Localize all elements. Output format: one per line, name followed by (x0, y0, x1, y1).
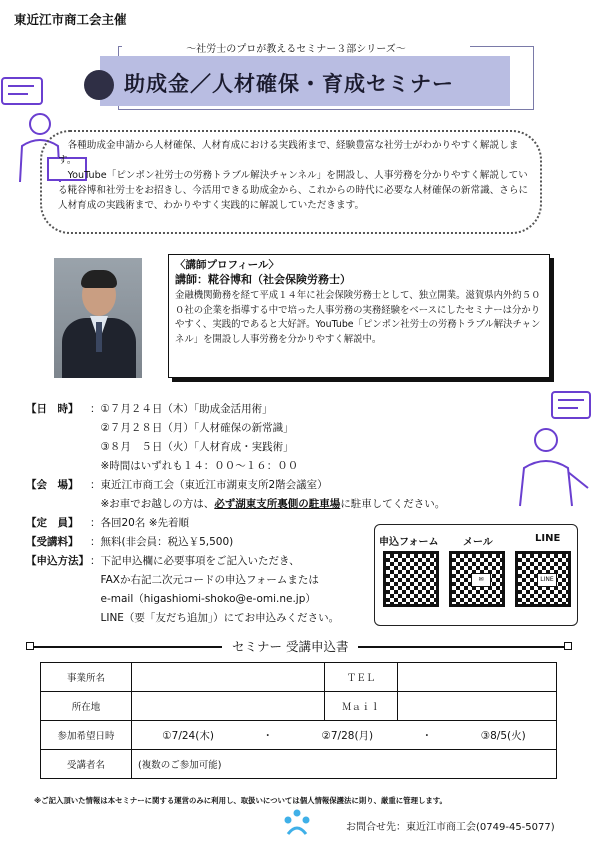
line-qr-code[interactable] (515, 551, 571, 607)
table-row (41, 750, 557, 779)
address-field[interactable] (132, 692, 325, 721)
lecturer-profile (168, 254, 550, 378)
lecturer-bio: 金融機関勤務を経て平成１４年に社会保険労務士として、独立開業。滋賀県内外約５００社の企業を指導する中で培った人事労務の実務経験をベースにしたセミナーは分かりやすく、実践的であると大好評。YouTube「ピンポン社労士の労務トラブル解決チャンネル」を開設し人事労務を分かりやすく解説中。 (175, 290, 541, 345)
fee-label: 【受講料】 (26, 536, 79, 548)
date-line-2: ②７月２８日（月）「人材確保の新常識」 (90, 422, 294, 434)
chamber-logo-icon (282, 808, 312, 836)
capacity-value: ：各回20名 ※先着順 (90, 517, 189, 529)
date-line-3: ③８月 ５日（火）「人材育成・実践術」 (90, 441, 294, 453)
dates-label: 参加希望日時 (41, 721, 132, 750)
line-logo-icon: LINE (537, 573, 557, 587)
date-line-4: ※時間はいずれも１４：００〜１６：００ (90, 460, 299, 472)
attendee-label: 受講者名 (41, 750, 132, 779)
qr-label-line: LINE (535, 533, 561, 544)
apply-line-2: FAXか右記二次元コードの申込フォームまたは (90, 574, 319, 586)
office-field[interactable] (132, 663, 325, 692)
table-row (41, 692, 557, 721)
rule-end-square-icon (564, 642, 572, 650)
capacity-label: 【定 員】 (26, 517, 79, 529)
date-separator: ・ (421, 729, 433, 742)
speech-bubble-icon (2, 78, 42, 104)
date-separator: ・ (262, 729, 273, 742)
date-option-1[interactable]: ①7/24(木) (162, 729, 214, 742)
attendee-field[interactable] (132, 750, 557, 779)
fee-value: ：無料(非会員：税込￥5,500) (90, 536, 234, 548)
table-row (41, 721, 557, 750)
rule-end-square-icon (26, 642, 34, 650)
office-label: 事業所名 (41, 663, 132, 692)
contact-info: お問合せ先：東近江市商工会(0749-45-5077) (346, 822, 555, 833)
seminar-title: 助成金／人材確保・育成セミナー (124, 72, 454, 96)
intro-paragraph-2: YouTube「ピンポン社労士の労務トラブル解決チャンネル」を開設し、人事労務を分かりやすく解説している糀谷博和社労士をお招きし、今活用できる助成金から、これからの時代に必要な人材確保の新常識、さらに人材育成の実践術まで、わかりやすく実践的に解説していただきます。 (58, 170, 529, 211)
venue-note: ※お車でお越しの方は、必ず湖東支所裏側の駐車場に駐車してください。 (90, 498, 446, 510)
date-line-1: ：①７月２４日（木）「助成金活用術」 (90, 403, 273, 415)
apply-line-4: LINE（要「友だち追加」）にてお申込みください。 (90, 612, 340, 624)
form-qr-code[interactable] (383, 551, 439, 607)
qr-code-panel (374, 524, 578, 626)
apply-label: 【申込方法】 (26, 555, 89, 567)
dates-field[interactable] (132, 721, 557, 750)
venue-label: 【会 場】 (26, 479, 79, 491)
profile-heading: 〈講師プロフィール〉 (175, 259, 279, 271)
parking-emphasis: 必ず湖東支所裏側の駐車場 (214, 498, 341, 510)
lecturer-name: 講師：糀谷博和（社会保険労務士） (175, 272, 351, 286)
table-row (41, 663, 557, 692)
lecturer-photo (54, 258, 142, 378)
application-form-title: セミナー 受講申込書 (222, 637, 358, 655)
privacy-note: ※ご記入頂いた情報は本セミナーに関する運営のみに利用し、取扱いについては個人情報保護法に則り、厳重に管理します。 (34, 796, 447, 805)
banner-subtitle: 〜社労士のプロが教えるセミナー３部シリーズ〜 (122, 40, 470, 55)
banner-dot-icon (84, 70, 114, 100)
qr-label-form: 申込フォーム (379, 537, 439, 548)
apply-line-1: ：下記申込欄に必要事項をご記入いただき、 (90, 555, 300, 567)
mail-field[interactable] (398, 692, 557, 721)
address-label: 所在地 (41, 692, 132, 721)
apply-line-3: e-mail（higashiomi-shoko@e-omi.ne.jp） (90, 593, 316, 605)
tel-label: ＴＥＬ (325, 663, 398, 692)
venue-value: ：東近江市商工会（東近江市湖東支所2階会議室） (90, 479, 328, 491)
date-label: 【日 時】 (26, 403, 79, 415)
date-option-2[interactable]: ②7/28(月) (321, 729, 374, 742)
attendee-note: (複数のご参加可能) (138, 760, 222, 771)
mail-qr-code[interactable] (449, 551, 505, 607)
tel-field[interactable] (398, 663, 557, 692)
mail-label: Ｍａｉｌ (325, 692, 398, 721)
intro-text (40, 130, 542, 234)
person-presenter-illustration (498, 388, 594, 508)
application-form (40, 662, 557, 779)
envelope-icon: ✉ (471, 573, 491, 587)
intro-paragraph-1: 各種助成金申請から人材確保、人材育成における実践術まで、経験豊富な社労士がわかりやすく解説します。 (58, 140, 519, 166)
organizer-label: 東近江市商工会主催 (14, 12, 127, 27)
date-option-3[interactable]: ③8/5(火) (480, 729, 526, 742)
qr-label-mail: メール (463, 537, 493, 548)
speech-bubble-icon (552, 392, 590, 418)
